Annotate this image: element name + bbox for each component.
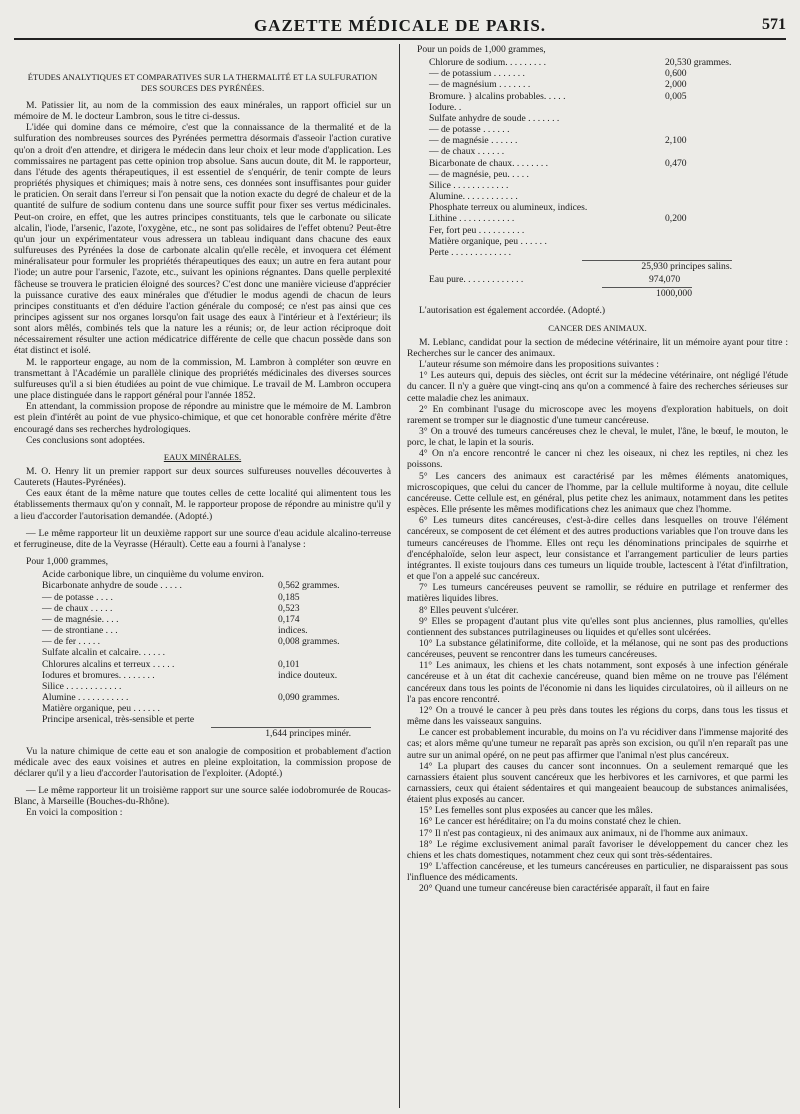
paragraph: L'auteur résume son mémoire dans les propositions suivantes :	[419, 359, 659, 371]
proposition: 7° Les tumeurs cancéreuses peuvent se ramollir, se réduire en putrilage et renfermer des matières liquides libres.	[407, 582, 788, 605]
component-value: indices.	[278, 625, 308, 637]
paragraph: M. Leblanc, candidat pour la section de médecine vétérinaire, lit un mémoire ayant pour titre : Recherches sur le cancer des animaux.	[407, 336, 788, 359]
component-value: 0,185	[278, 591, 300, 603]
analysis-row	[429, 57, 731, 68]
component-label: Alumine. . . . . . . . . . . .	[429, 191, 518, 203]
proposition: 20° Quand une tumeur cancéreuse bien caractérisée apparaît, il faut en faire	[419, 883, 710, 895]
analysis-row	[42, 670, 340, 681]
analysis-row	[429, 213, 731, 224]
component-value	[659, 191, 731, 202]
proposition: 12° On a trouvé le cancer à peu près dans toutes les régions du corps, dans tous les tissus et même dans les vaisseaux sanguins.	[407, 704, 788, 728]
analysis-row	[42, 714, 340, 725]
component-value	[272, 569, 340, 580]
component-value	[659, 124, 731, 135]
analysis-row	[42, 614, 340, 625]
component-value	[659, 180, 731, 191]
proposition: 9° Elles se propagent d'autant plus vite qu'elles sont plus anciennes, plus ramollies, qu'elles contiennent des substances putrilagineuses ou liquides et qu'elles sont ulcérées.	[407, 615, 788, 638]
analysis-row	[429, 135, 731, 146]
water-row	[429, 274, 680, 285]
component-label: — de potasse . . . .	[42, 591, 113, 603]
component-value	[659, 225, 731, 236]
subsection-title: CANCER DES ANIMAUX.	[548, 322, 647, 333]
page-header	[14, 16, 786, 40]
component-label: Bicarbonate anhydre de soude . . . . .	[42, 580, 182, 592]
propositions-list	[407, 370, 788, 894]
paragraph: Vu la nature chimique de cette eau et son analogie de composition et probablement d'action médicale avec des eaux voisines et autres en pleine exploitation, la commission propose de déclarer qu'il y a lieu d'accorder l'autorisation de l'exploiter. (Adopté.)	[14, 745, 391, 779]
analysis-intro: Pour 1,000 grammes,	[26, 556, 109, 568]
journal-title: GAZETTE MÉDICALE DE PARIS.	[253, 16, 547, 35]
paragraph: — Le même rapporteur lit un deuxième rapport sur une source d'eau acidule alcalino-terreuse et ferrugineuse, dite de la Veyrasse (Hérault). Cette eau a fourni à l'analyse :	[14, 527, 391, 550]
component-value	[272, 681, 340, 692]
component-value	[659, 169, 731, 180]
component-value	[659, 102, 731, 113]
component-value: 0,090 grammes.	[278, 691, 340, 703]
component-label: Matière organique, peu . . . . . .	[429, 235, 547, 247]
proposition: 11° Les animaux, les chiens et les chats notamment, sont exposés à une infection générale cancéreuse et à un état dit cachexie cancéreuse, quand bien même on ne trouve pas l'élément cancéreux dans tous les points de l'économie ni dans les liquides circulatoires, où il ailleurs on ne l'a pas encore rencontré.	[407, 660, 788, 705]
grand-total: 1000,000	[602, 287, 692, 299]
analysis-row	[42, 580, 340, 591]
left-column	[14, 44, 391, 1108]
component-value	[659, 236, 731, 247]
analysis-row	[429, 102, 731, 113]
component-value: 0,101	[278, 658, 300, 670]
analysis-row	[42, 681, 340, 692]
component-label: Fer, fort peu . . . . . . . . . .	[429, 224, 525, 236]
analysis-row	[42, 647, 340, 658]
proposition: 10° La substance gélatiniforme, dite colloïde, et la mélanose, qui ne sont pas des productions cancéreuses, peuvent se rencontrer dans les tumeurs cancéreuses.	[407, 637, 788, 661]
component-label: Silice . . . . . . . . . . . .	[42, 680, 122, 692]
proposition: Le cancer est probablement incurable, du moins on l'a vu récidiver dans l'immense majorité des cas; et alors même qu'une tumeur ne reparaît pas après son excision, ou qu'il n'en reparaît pas une autre sur un animal opéré, on ne peut pas affirmer que l'animal n'est plus cancéreux.	[407, 727, 788, 761]
analysis-row	[42, 636, 340, 647]
component-label: — de magnésie. . . .	[42, 613, 119, 625]
analysis-row	[42, 603, 340, 614]
component-label: — de chaux . . . . .	[42, 602, 113, 614]
proposition: 2° En combinant l'usage du microscope avec les moyens d'exploration habituels, on doit rarement se tromper sur le diagnostic d'une tumeur cancéreuse.	[407, 403, 788, 426]
component-label: Acide carbonique libre, un cinquième du volume environ.	[42, 569, 264, 581]
component-value: 0,470	[665, 157, 687, 169]
right-column	[407, 44, 788, 1108]
paragraph: — Le même rapporteur lit un troisième rapport sur une source salée iodobromurée de Roucas-Blanc, à Marseille (Bouches-du-Rhône).	[14, 785, 391, 808]
component-label: Phosphate terreux ou alumineux, indices.	[429, 202, 588, 214]
analysis-row	[42, 659, 340, 670]
component-value	[659, 113, 731, 124]
component-label: — de fer . . . . .	[42, 636, 101, 648]
paragraph: Ces conclusions sont adoptées.	[26, 434, 145, 446]
component-label: Chlorure de sodium. . . . . . . . .	[429, 57, 546, 69]
component-value: 0,200	[665, 213, 687, 225]
section-title-line-1: ÉTUDES ANALYTIQUES ET COMPARATIVES SUR LA THERMALITÉ ET LA SULFURATION	[27, 72, 378, 82]
proposition: 15° Les femelles sont plus exposées au cancer que les mâles.	[419, 805, 653, 817]
analysis-row	[429, 191, 731, 202]
analysis-row	[42, 703, 340, 714]
column-divider	[399, 44, 400, 1108]
analysis-row	[429, 146, 731, 157]
component-value	[659, 202, 731, 213]
water-value: 974,070	[649, 274, 681, 286]
proposition: 4° On n'a encore rencontré le cancer ni chez les oiseaux, ni chez les reptiles, ni chez les poissons.	[407, 448, 788, 471]
subsection-title: EAUX MINÉRALES.	[163, 451, 242, 462]
component-label: — de strontiane . . .	[42, 625, 118, 637]
component-label: — de potassium . . . . . . .	[429, 68, 525, 80]
section-title-line-2: DES SOURCES DES PYRÉNÉES.	[140, 83, 265, 93]
component-label: Iodures et bromures. . . . . . . .	[42, 669, 155, 681]
paragraph: Ces eaux étant de la même nature que toutes celles de cette localité qui alimentent tous les établissements thermaux qu'on y connaît, M. le rapporteur propose de répondre au ministre qu'il y a lieu d'accorder l'autorisation demandée. (Adopté.)	[14, 488, 391, 522]
component-value	[272, 647, 340, 658]
proposition: 19° L'affection cancéreuse, et les tumeurs cancéreuses en particulier, ne disparaissent pas sous l'influence des médicaments.	[407, 861, 788, 884]
analysis-row	[429, 236, 731, 247]
component-label: Lithine . . . . . . . . . . . .	[429, 213, 515, 225]
component-label: Matière organique, peu . . . . . .	[42, 703, 160, 715]
component-value: 20,530 grammes.	[665, 57, 732, 69]
component-label: Bromure. } alcalins probables. . . . .	[429, 90, 566, 102]
water-label: Eau pure. . . . . . . . . . . . .	[429, 274, 524, 286]
analysis-row	[429, 247, 731, 258]
component-label: Chlorures alcalins et terreux . . . . .	[42, 658, 175, 670]
analysis-row	[42, 592, 340, 603]
analysis-total: 1,644 principes minér.	[211, 727, 371, 739]
component-value	[659, 247, 731, 258]
component-label: Alumine . . . . . . . . . . .	[42, 691, 129, 703]
component-label: — de magnésium . . . . . . .	[429, 79, 531, 91]
analysis-row	[429, 225, 731, 236]
component-label: Silice . . . . . . . . . . . .	[429, 179, 509, 191]
component-value: indice douteux.	[278, 669, 338, 681]
analysis-row	[42, 692, 340, 703]
proposition: 5° Les cancers des animaux est caractérisé par les mêmes éléments anatomiques, microscopiques, que celui du cancer de l'homme, par la cellule multiforme à noyau, dite cellule cancéreuse. Cette cellule est, en général, plus petite chez les animaux, notamment dans les petites espèces. Elle présente les mêmes modifications chez les animaux que chez l'homme.	[407, 470, 788, 516]
component-value	[272, 703, 340, 714]
proposition: 6° Les tumeurs dites cancéreuses, c'est-à-dire celles dans lesquelles on trouve l'élément cancéreux, se composent de cet élément et des autres productions variables que l'on trouve dans les tumeurs cancéreuses de l'homme. Elles ont reçu les dénominations principales de squirrhe et d'encéphaloïde, selon leur aspect, leur consistance et l'arrangement particulier de leurs parties intégrantes. Il existe toujours dans ces tumeurs un liquide trouble, lactescent à l'état d'infiltration, et que l'on a appelé suc cancéreux.	[407, 515, 788, 583]
component-value	[659, 146, 731, 157]
proposition: 17° Il n'est pas contagieux, ni des animaux aux animaux, ni de l'homme aux animaux.	[419, 827, 748, 839]
proposition: 8° Elles peuvent s'ulcérer.	[419, 604, 519, 616]
paragraph: En attendant, la commission propose de répondre au ministre que le mémoire de M. Lambron est plein d'intérêt au point de vue physico-chimique, et que cet honorable confrère mérite d'être encouragé dans ses recherches hydrologiques.	[14, 401, 391, 435]
analysis-row	[429, 124, 731, 135]
analysis-row	[429, 79, 731, 90]
paragraph: L'idée qui domine dans ce mémoire, c'est que la connaissance de la thermalité et de la sulfuration des nombreuses sources des Pyrénées permettra désormais d'asseoir l'action curative qu'on a droit d'en attendre, et dirigera le médecin dans leur choix et leur mode d'application. Les commissaires ne partagent pas cette opinion trop absolue. Sans aucun doute, dit M. le rapporteur, dans l'étude des agents thérapeutiques, il est essentiel de s'enquérir, de tenir compte de leurs propriétés physiques et chimiques; mais à notre sens, ces données sont insuffisantes pour guider le praticien. On serait dans l'erreur si l'on pensait que la notion exacte du degré de chaleur et de la quantité de sulfure de sodium contenu dans une source suffit pour fixer ses vertus médicinales. Peut-on croire, en effet, que les autres principes constituants, tels que le carbonate ou silicate alcalin, l'iode, l'arsenic, l'azote, l'oxygène, etc., ne sont pas solidaires de l'effet obtenu? Peut-être qu'un jour un expérimentateur vous adressera un tableau indiquant dans chacune des eaux sulfureuses des Pyrénées la dose de carbonate alcalin qu'elle recèle, et invoquera cet élément minéralisateur pour formuler les propriétés thérapeutiques des eaux; un autre en fera autant pour l'iode; un autre pour l'arsenic, l'azote, etc., suivant les opinions régnantes. Dans quelle perplexité fâcheuse se trouvera le praticien éloigné des sources? C'est donc une manière vicieuse d'apprécier la puissance curative des eaux minérales que d'étudier le modus agendi de chacun de leurs principes constituants et d'en déduire l'action générale du composé; ce n'est pas ainsi que ces principes agissent sur nos organes lorsqu'on fait usage des eaux à l'intérieur et à l'extérieur; ils sont alors mêlés, combinés tels que la nature les a réunis; or, de leur action réciproque doit nécessairement résulter une action médicatrice différente de celle que chacun possède dans son état distinct et isolé.	[14, 122, 391, 357]
analysis-table-left	[42, 569, 340, 725]
page-number: 571	[762, 16, 786, 33]
proposition: 18° Le régime exclusivement animal paraît favoriser le développement du cancer chez les chiens et les chats domestiques, notamment chez ceux qui sont très-sédentaires.	[407, 838, 788, 861]
analysis-row	[429, 169, 731, 180]
component-value: 0,600	[665, 68, 687, 80]
analysis-row	[429, 180, 731, 191]
paragraph: M. O. Henry lit un premier rapport sur deux sources sulfureuses nouvelles découvertes à Cauterets (Hautes-Pyrénées).	[14, 466, 391, 489]
component-label: Bicarbonate de chaux. . . . . . . .	[429, 157, 549, 169]
component-value: 2,100	[665, 135, 687, 147]
section-title	[14, 72, 391, 94]
analysis-row	[429, 68, 731, 79]
component-label: Principe arsenical, très-sensible et perte	[42, 714, 195, 726]
component-label: Sulfate anhydre de soude . . . . . . .	[429, 112, 560, 124]
proposition: 3° On a trouvé des tumeurs cancéreuses chez le cheval, le mulet, l'âne, le bœuf, le mouton, le porc, le chat, le lapin et la souris.	[407, 426, 788, 449]
analysis-row	[429, 91, 731, 102]
analysis-row	[42, 569, 340, 580]
analysis-intro: Pour un poids de 1,000 grammes,	[417, 44, 546, 55]
component-value: 0,174	[278, 613, 300, 625]
proposition: 1° Les auteurs qui, depuis des siècles, ont écrit sur la médecine vétérinaire, ont négligé l'étude du cancer. Il n'y a guère que vingt-cinq ans qu'on a commencé à faire des recherches sérieuses sur cette maladie chez les animaux.	[407, 370, 788, 404]
analysis-row	[42, 625, 340, 636]
analysis-row	[429, 113, 731, 124]
component-label: Iodure. .	[429, 101, 462, 113]
analysis-table-right	[429, 57, 731, 258]
paragraph: En voici la composition :	[26, 807, 123, 819]
component-label: — de magnésie . . . . . .	[429, 135, 518, 147]
proposition: 14° La plupart des causes du cancer sont inconnues. On a seulement remarqué que les carnassiers étaient plus souvent cancéreux que les herbivores et les carnivores, et que parmi les carnassiers, ceux qui étaient sédentaires et qui mangeaient beaucoup de substances animalisées, étaient plus exposés au cancer.	[407, 760, 788, 806]
proposition: 16° Le cancer est héréditaire; on l'a du moins constaté chez le chien.	[419, 816, 682, 828]
analysis-row	[429, 202, 731, 213]
component-label: — de chaux . . . . . .	[429, 146, 505, 158]
component-value: 0,005	[665, 90, 687, 102]
paragraph: M. Patissier lit, au nom de la commission des eaux minérales, un rapport officiel sur un mémoire de M. le docteur Lambron, sous le titre ci-dessus.	[14, 100, 391, 123]
component-value: 0,562 grammes.	[278, 580, 340, 592]
component-label: — de potasse . . . . . .	[429, 124, 510, 136]
component-label: Sulfate alcalin et calcaire. . . . . .	[42, 647, 166, 659]
component-value: 0,523	[278, 602, 300, 614]
component-value	[272, 714, 340, 725]
paragraph: M. le rapporteur engage, au nom de la commission, M. Lambron à compléter son œuvre en transmettant à l'Académie un parallèle clinique des propriétés médicinales des diverses sources sulfureuses qu'il a si bien étudiées au point de vue chimique. Le travail de M. Lambron occupera une place distinguée dans le rapport général pour l'année 1852.	[14, 356, 391, 402]
component-value: 2,000	[665, 79, 687, 91]
paragraph: L'autorisation est également accordée. (Adopté.)	[419, 305, 606, 317]
subtotal: 25,930 principes salins.	[582, 260, 732, 272]
component-value: 0,008 grammes.	[278, 636, 340, 648]
component-label: — de magnésie, peu. . . . .	[429, 168, 529, 180]
analysis-row	[429, 158, 731, 169]
component-label: Perte . . . . . . . . . . . . .	[429, 246, 512, 258]
